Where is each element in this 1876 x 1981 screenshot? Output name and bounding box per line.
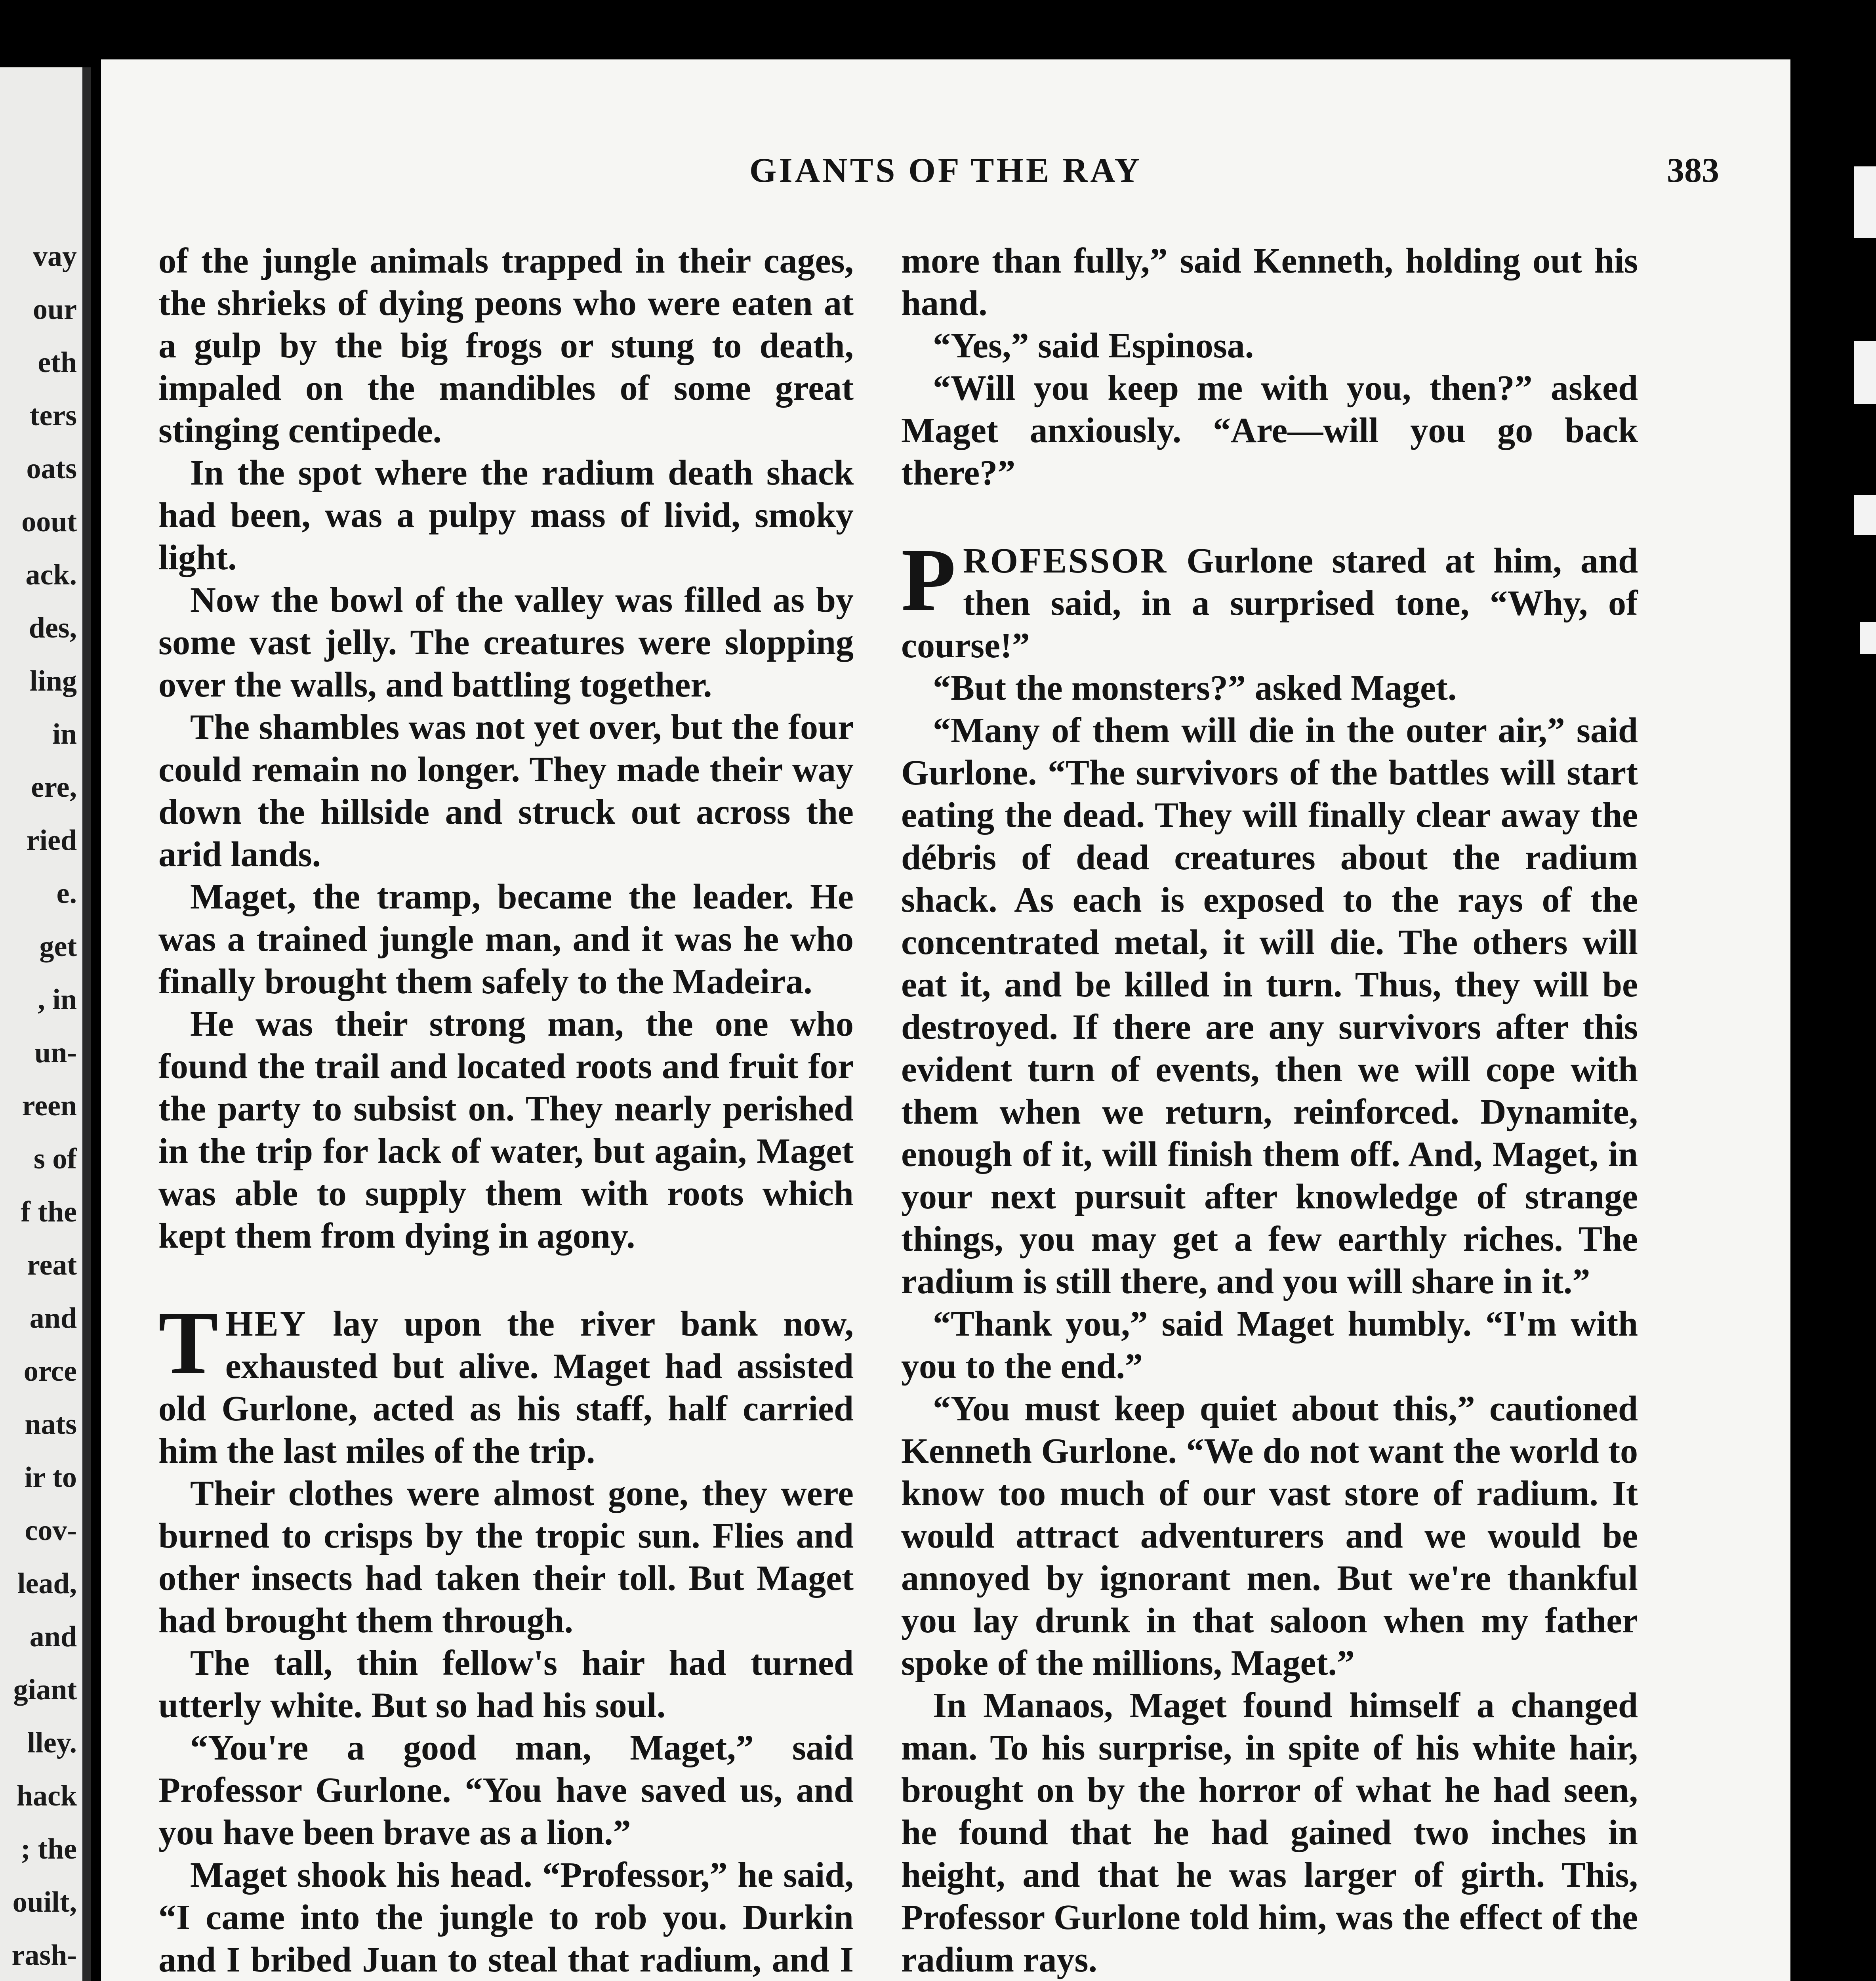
previous-page-text-fragment: lead,	[17, 1567, 77, 1600]
paragraph: He was their strong man, the one who found the trail and located roots and fruit for the party to subsist on. They nearly perished in the trip for lack of water, but again, Maget was able to supply them with roots which kept them from dying in agony.	[158, 1004, 854, 1256]
previous-page-text-fragment: hack	[16, 1780, 77, 1812]
previous-page-text-fragment: vay	[33, 240, 77, 273]
previous-page-text-fragment: f the	[21, 1196, 77, 1228]
next-page-edge-fragment	[1854, 495, 1876, 535]
paragraph: “But the monsters?” asked Maget.	[933, 668, 1457, 708]
paragraph: Maget shook his head. “Professor,” he said, “I came into the jungle to rob you. Durkin and I bribed Juan to steal that radium, and I	[158, 1855, 854, 1979]
previous-page-text-fragment: and	[29, 1302, 77, 1334]
paragraph: The tall, thin fellow's hair had turned utterly white. But so had his soul.	[158, 1643, 854, 1725]
paragraph: “Yes,” said Espinosa.	[933, 326, 1254, 365]
previous-page-text-fragment: oout	[21, 506, 77, 538]
paragraph-text: Gurlone stared at him, and then said, in a surprised tone, “Why, of course!”	[901, 541, 1638, 665]
paragraph: In Manaos, Maget found himself a changed man. To his surprise, in spite of his white hair, brought on by the horror of what he had seen, he found that he had gained two inches in height, and that he was larger of girth. This, Professor Gurlone told him, was the effect of the radium rays.	[901, 1686, 1638, 1979]
previous-page-text-fragment: e.	[56, 877, 77, 910]
small-caps-opening: ROFESSOR	[963, 541, 1168, 580]
previous-page-text-fragment: reat	[27, 1249, 77, 1281]
previous-page-text-fragment: des,	[29, 612, 77, 644]
previous-page-text-fragment: giant	[13, 1674, 77, 1706]
paragraph: “You're a good man, Maget,” said Professor Gurlone. “You have saved us, and you have been brave as a lion.”	[158, 1728, 854, 1852]
right-column	[901, 240, 1638, 1981]
previous-page-text-fragment: oats	[26, 452, 77, 485]
previous-page-text-fragment: ere,	[31, 771, 77, 803]
paragraph: The shambles was not yet over, but the four could remain no longer. They made their way down the hillside and struck out across the arid lands.	[158, 708, 854, 874]
paragraph: more than fully,” said Kenneth, holding out his hand.	[901, 241, 1638, 323]
drop-cap: T	[158, 1293, 218, 1392]
previous-page-text-fragment: orce	[23, 1355, 77, 1387]
previous-page-text-fragment: cov-	[25, 1514, 77, 1547]
paragraph: Now the bowl of the valley was filled as by some vast jelly. The creatures were slopping over the walls, and battling together.	[158, 580, 854, 704]
previous-page-text-fragment: ouilt,	[12, 1886, 77, 1918]
previous-page-text-fragment: ters	[29, 399, 77, 432]
section-opening	[901, 530, 1638, 667]
previous-page-text-fragment: and	[29, 1620, 77, 1653]
left-column	[158, 240, 854, 1981]
previous-page-text-fragment: un-	[34, 1036, 77, 1069]
previous-page-text-fragment: our	[33, 293, 77, 326]
previous-page-edge	[0, 67, 91, 1981]
previous-page-text-fragment: , in	[38, 983, 77, 1016]
previous-page-text-fragment: ried	[26, 824, 77, 857]
previous-page-text-fragment: nats	[25, 1408, 77, 1441]
paragraph: of the jungle animals trapped in their cages, the shrieks of dying peons who were eaten at a gulp by the big frogs or stung to death, impaled on the mandibles of some great stinging centipede.	[158, 241, 854, 450]
previous-page-text-fragment: in	[52, 718, 77, 750]
book-page	[101, 59, 1790, 1981]
next-page-edge-fragment	[1854, 341, 1876, 404]
previous-page-text-fragment: ; the	[21, 1833, 77, 1865]
paragraph: “Will you keep me with you, then?” asked Maget anxiously. “Are—will you go back there?”	[901, 368, 1638, 492]
small-caps-opening: HEY	[225, 1304, 307, 1344]
previous-page-text-fragment: eth	[38, 346, 77, 379]
next-page-edge-fragment	[1854, 166, 1876, 238]
previous-page-text-fragment: ack.	[25, 559, 77, 591]
paragraph: Their clothes were almost gone, they were burned to crisps by the tropic sun. Flies and other insects had taken their toll. But Maget had brought them through.	[158, 1474, 854, 1640]
section-opening	[158, 1293, 854, 1472]
previous-page-text-fragment: ir to	[24, 1461, 77, 1494]
next-page-edge-fragment	[1860, 622, 1876, 654]
previous-page-text-fragment: get	[39, 930, 77, 963]
running-title: GIANTS OF THE RAY	[749, 151, 1142, 190]
previous-page-text-fragment: ling	[29, 665, 77, 697]
paragraph-text: lay upon the river bank now, exhausted but alive. Maget had assisted old Gurlone, acted as his staff, half carried him the last miles of the trip.	[158, 1304, 854, 1471]
drop-cap: P	[901, 530, 956, 629]
paragraph: Maget, the tramp, became the leader. He was a trained jungle man, and it was he who finally brought them safely to the Madeira.	[158, 877, 854, 1001]
previous-page-text-fragment: rash-	[11, 1939, 77, 1971]
page-number: 383	[1667, 151, 1719, 190]
paragraph: “Thank you,” said Maget humbly. “I'm with you to the end.”	[901, 1304, 1638, 1386]
paragraph: “You must keep quiet about this,” cautioned Kenneth Gurlone. “We do not want the world to know too much of our vast store of radium. It would attract adventurers and we would be annoyed by ignorant men. But we're thankful you lay drunk in that saloon when my father spoke of the millions, Maget.”	[901, 1389, 1638, 1683]
previous-page-text-fragment: reen	[22, 1090, 77, 1122]
previous-page-text-fragment: lley.	[27, 1727, 77, 1759]
paragraph: In the spot where the radium death shack had been, was a pulpy mass of livid, smoky light.	[158, 453, 854, 577]
paragraph: “Many of them will die in the outer air,” said Gurlone. “The survivors of the battles will start eating the dead. They will finally clear away the débris of dead creatures about the radium shack. As each is exposed to the rays of the concentrated metal, it will die. The others will eat it, and be killed in turn. Thus, they will be destroyed. If there are any survivors after this evident turn of events, then we will cope with them when we return, reinforced. Dynamite, enough of it, will finish them off. And, Maget, in your next pursuit after knowledge of strange things, you may get a few earthly riches. The radium is still there, and you will share in it.”	[901, 711, 1638, 1301]
previous-page-text-fragment: s of	[34, 1143, 77, 1175]
